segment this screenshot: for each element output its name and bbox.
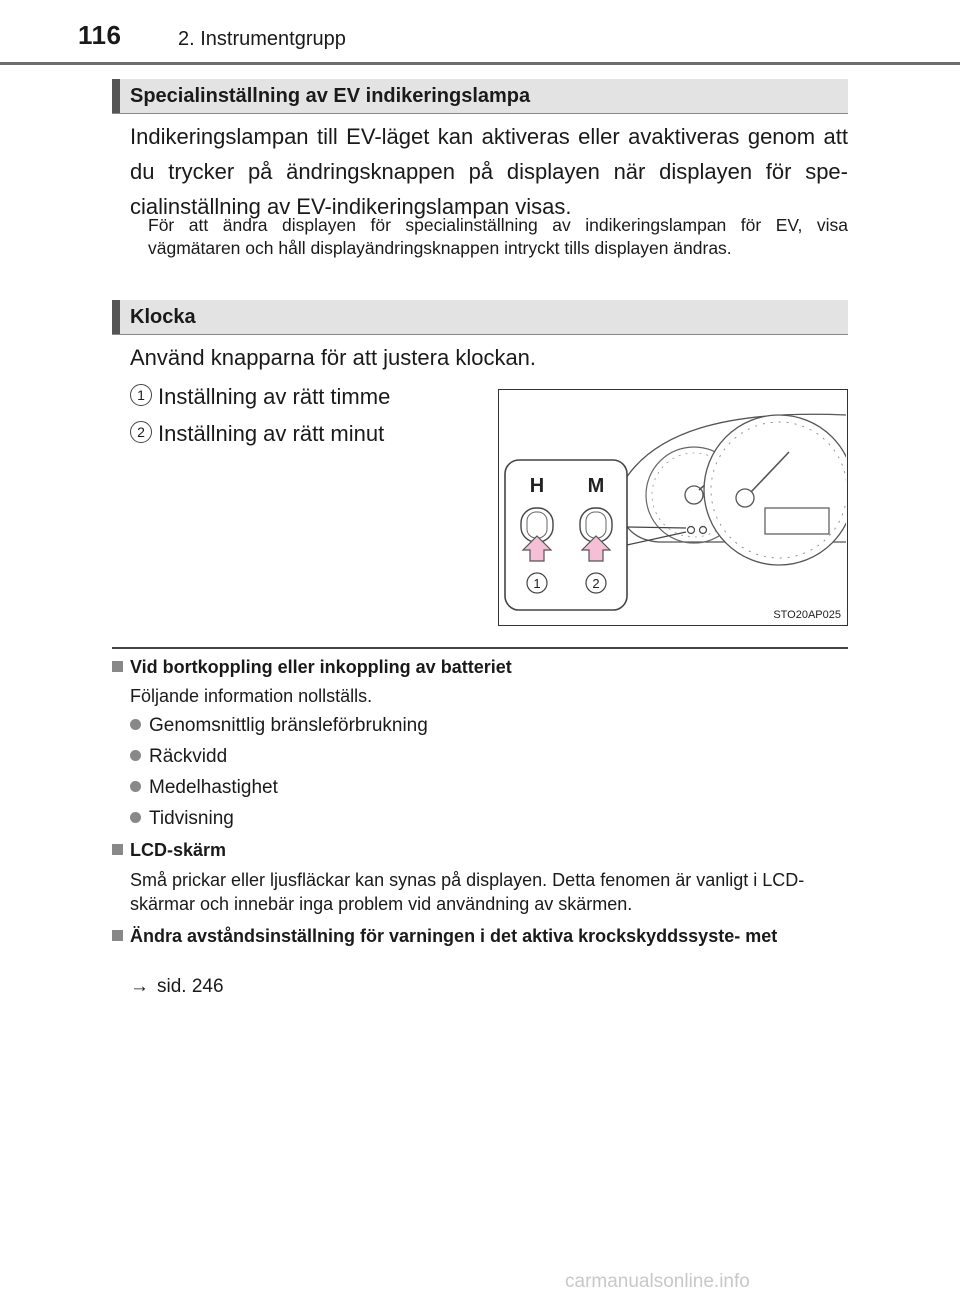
clock-figure — [498, 389, 848, 626]
step-1-label: Inställning av rätt timme — [158, 384, 391, 409]
note-distance-ref-text[interactable]: sid. 246 — [157, 976, 224, 997]
h-label: H — [529, 475, 545, 497]
figure-callout-1-text: 1 — [533, 576, 541, 591]
m-label: M — [587, 475, 605, 497]
note-battery-text: Följande information nollställs. — [130, 686, 373, 706]
bullet-item-fuel — [130, 715, 428, 737]
cluster-knob-2 — [700, 527, 707, 534]
figure-code: STO20AP025 — [773, 609, 841, 621]
bullet-item-range — [130, 746, 227, 768]
step-2-label: Inställning av rätt minut — [158, 421, 385, 446]
ev-body-paragraph: Indikeringslampan till EV-läget kan aktiveras eller avaktiveras genom att du trycker på ändringsknappen på displayen när displayen för spe- cialinställning av EV-indikeringslampan visas. — [130, 124, 848, 219]
note-distance-heading-text: Ändra avståndsinställning för varningen i det aktiva krockskyddssyste- met — [130, 926, 778, 946]
square-bullet-icon — [112, 661, 123, 672]
note-lcd-heading — [112, 840, 226, 861]
lcd-display — [765, 508, 829, 534]
large-gauge-outer — [704, 415, 846, 565]
note-battery-heading — [112, 657, 512, 678]
bullet-item-range-text: Räckvidd — [149, 746, 228, 767]
bullet-item-time — [130, 808, 234, 830]
note-lcd-text: Små prickar eller ljusfläckar kan synas på displayen. Detta fenomen är vanligt i LCD-skärmar och innebär inga problem vid användning av skärmen. — [130, 870, 805, 914]
step-1-badge: 1 — [130, 384, 152, 406]
section-heading-ev: Specialinställning av EV indikeringslampa — [112, 79, 848, 113]
round-bullet-icon — [130, 719, 141, 730]
notes-rule — [112, 647, 848, 649]
callout-line-top — [627, 527, 686, 528]
watermark: carmanualsonline.info — [565, 1271, 750, 1292]
header-rule — [0, 62, 960, 65]
ev-note-paragraph: För att ändra displayen för specialinställning av indikeringslampan för EV, visa vägmätaren och håll displayändringsknappen intryckt tills displayen ändras. — [148, 215, 848, 258]
cluster-knob-1 — [688, 527, 695, 534]
step-2-badge: 2 — [130, 421, 152, 443]
note-distance-heading — [112, 924, 848, 948]
bullet-item-speed — [130, 777, 278, 799]
section-rule-ev — [112, 113, 848, 114]
square-bullet-icon — [112, 844, 123, 855]
round-bullet-icon — [130, 781, 141, 792]
square-bullet-icon — [112, 930, 123, 941]
page-number: 116 — [78, 20, 122, 50]
arrow-right-icon: → — [130, 976, 149, 997]
chapter-title: 2. Instrumentgrupp — [178, 28, 346, 50]
round-bullet-icon — [130, 750, 141, 761]
figure-callout-2-text: 2 — [592, 576, 600, 591]
bullet-item-time-text: Tidvisning — [149, 808, 234, 829]
bullet-item-fuel-text: Genomsnittlig bränsleförbrukning — [149, 715, 428, 736]
note-lcd-heading-text: LCD-skärm — [130, 840, 227, 860]
bullet-item-speed-text: Medelhastighet — [149, 777, 278, 798]
clock-intro: Använd knapparna för att justera klockan. — [130, 345, 537, 370]
note-battery-heading-text: Vid bortkoppling eller inkoppling av batteriet — [130, 657, 512, 677]
h-button-face — [527, 512, 547, 538]
section-heading-clock: Klocka — [112, 300, 848, 334]
round-bullet-icon — [130, 812, 141, 823]
m-button-face — [586, 512, 606, 538]
section-rule-clock — [112, 334, 848, 335]
callout-line-bottom — [627, 532, 686, 545]
instrument-cluster-illustration — [499, 390, 846, 624]
note-distance-ref[interactable] — [130, 976, 224, 998]
